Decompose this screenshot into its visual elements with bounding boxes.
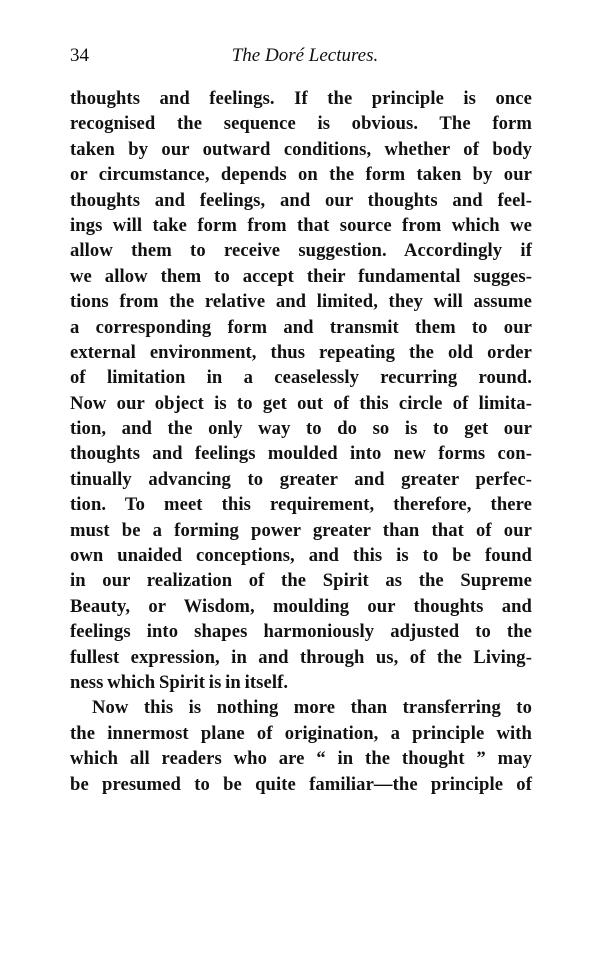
text-line-content: must be a forming power greater than that of our	[70, 519, 532, 541]
text-line	[70, 772, 532, 797]
text-line	[70, 746, 532, 771]
text-line	[70, 391, 532, 416]
text-line-content: tions from the relative and limited, they will assume	[70, 291, 532, 313]
text-line-content: fullest expression, in and through us, of the Living-	[70, 646, 532, 668]
text-line	[70, 695, 532, 720]
text-line-content: Now our object is to get out of this circle of limita-	[70, 392, 532, 414]
text-line-content: ings will take form from that source from which we	[70, 214, 532, 236]
text-line	[70, 162, 532, 187]
text-line	[70, 416, 532, 441]
text-line-content: external environment, thus repeating the old order	[70, 341, 532, 363]
text-line	[70, 188, 532, 213]
text-line	[70, 441, 532, 466]
text-line-content: Now this is nothing more than transferring to	[92, 697, 532, 719]
text-line-content: be presumed to be quite familiar—the principle of	[70, 773, 532, 795]
text-line	[70, 238, 532, 263]
text-line	[70, 111, 532, 136]
text-line	[70, 670, 532, 695]
text-line	[70, 619, 532, 644]
page-number: 34	[70, 45, 89, 66]
text-line-content: feelings into shapes harmoniously adjusted to the	[70, 621, 532, 643]
text-line	[70, 467, 532, 492]
text-line-content: the innermost plane of origination, a principle with	[70, 722, 532, 744]
text-line-content: allow them to receive suggestion. Accordingly if	[70, 240, 532, 262]
text-line-content: tion. To meet this requirement, therefore, there	[70, 494, 532, 516]
body-text	[70, 86, 532, 797]
text-line-content: ness which Spirit is in itself.	[70, 671, 289, 693]
text-line-content: tinually advancing to greater and greater perfec-	[70, 468, 532, 490]
text-line-content: tion, and the only way to do so is to get our	[70, 418, 532, 440]
text-line-content: or circumstance, depends on the form taken by our	[70, 164, 532, 186]
text-line-content: we allow them to accept their fundamental sugges-	[70, 265, 532, 287]
text-line-content: which all readers who are “ in the thought ” may	[70, 748, 532, 770]
text-line	[70, 645, 532, 670]
page-header	[70, 45, 532, 71]
text-line-content: in our realization of the Spirit as the Supreme	[70, 570, 532, 592]
text-line	[70, 86, 532, 111]
text-line-content: own unaided conceptions, and this is to be found	[70, 545, 532, 567]
text-line	[70, 492, 532, 517]
text-line	[70, 264, 532, 289]
text-line-content: a corresponding form and transmit them to our	[70, 316, 532, 338]
text-line-content: taken by our outward conditions, whether of body	[70, 138, 532, 160]
running-title: The Doré Lectures.	[231, 45, 379, 66]
text-line-content: thoughts and feelings moulded into new forms con-	[70, 443, 532, 465]
text-line	[70, 137, 532, 162]
text-line	[70, 289, 532, 314]
text-line	[70, 213, 532, 238]
text-line-content: thoughts and feelings. If the principle is once	[70, 88, 532, 109]
text-line-content: recognised the sequence is obvious. The form	[70, 113, 532, 135]
text-line-content: thoughts and feelings, and our thoughts and feel-	[70, 189, 532, 211]
text-line	[70, 721, 532, 746]
text-line	[70, 365, 532, 390]
text-line	[70, 568, 532, 593]
text-line-content: of limitation in a ceaselessly recurring round.	[70, 367, 532, 389]
text-line	[70, 594, 532, 619]
text-line	[70, 315, 532, 340]
text-line	[70, 518, 532, 543]
text-line-content: Beauty, or Wisdom, moulding our thoughts and	[70, 595, 532, 617]
text-line	[70, 340, 532, 365]
text-line	[70, 543, 532, 568]
